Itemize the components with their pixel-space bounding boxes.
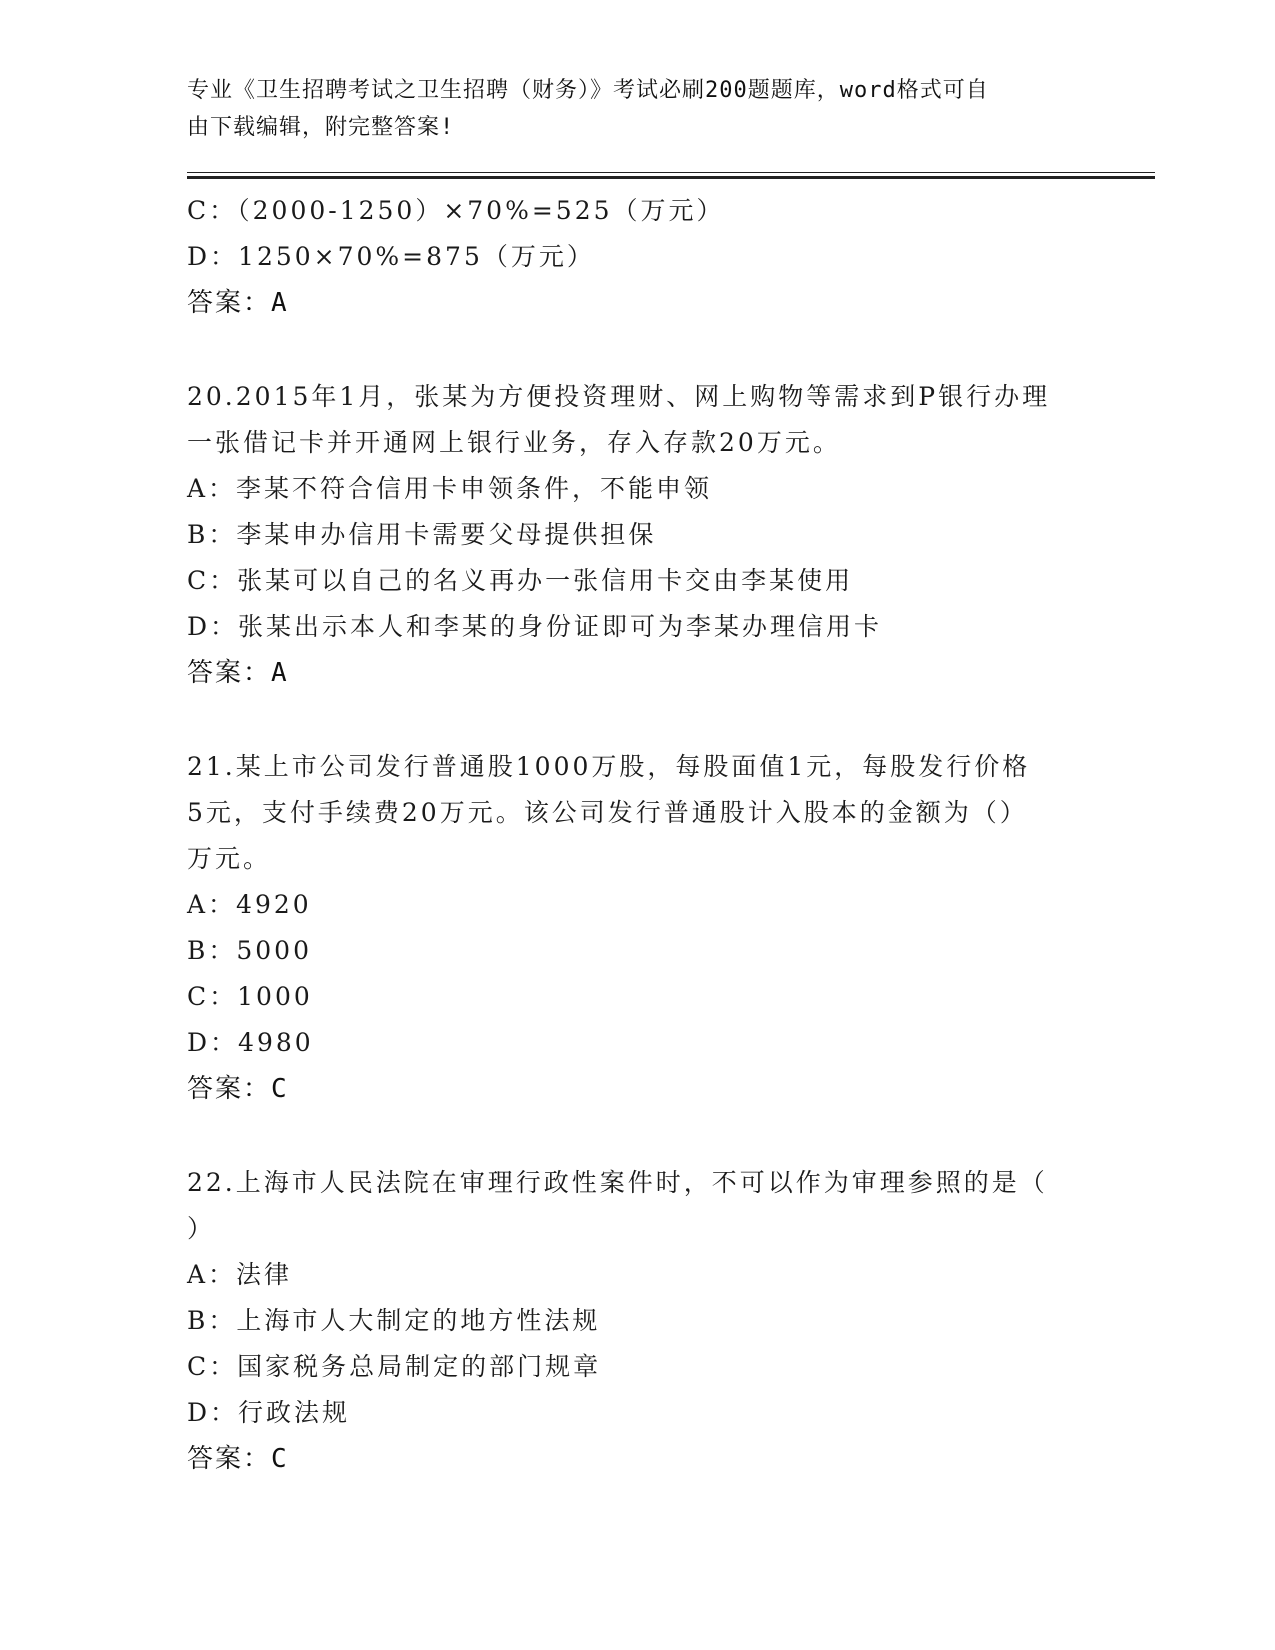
option-c: C：张某可以自己的名义再办一张信用卡交由李某使用 xyxy=(187,566,854,595)
answer-line: 答案：A xyxy=(187,288,289,318)
option-b: B：5000 xyxy=(187,936,312,965)
option-b: B：李某申办信用卡需要父母提供担保 xyxy=(187,520,657,549)
answer-line: 答案：A xyxy=(187,658,289,688)
question-stem-line: 20.2015年1月，张某为方便投资理财、网上购物等需求到P银行办理 xyxy=(187,382,1051,411)
option-c: C：1000 xyxy=(187,982,313,1011)
option-a: A：4920 xyxy=(187,890,312,919)
continued-question xyxy=(187,188,1087,326)
question-stem-line: 万元。 xyxy=(187,844,272,873)
header-divider-thick xyxy=(187,176,1155,179)
question-20 xyxy=(187,374,1087,696)
option-d: D：行政法规 xyxy=(187,1398,351,1427)
question-stem-line: 一张借记卡并开通网上银行业务，存入存款20万元。 xyxy=(187,428,841,457)
header-line-1: 专业《卫生招聘考试之卫生招聘（财务）》考试必刷200题题库，word格式可自 xyxy=(187,78,989,103)
answer-line: 答案：C xyxy=(187,1074,289,1104)
question-stem-line: ） xyxy=(187,1214,216,1243)
option-b: B：上海市人大制定的地方性法规 xyxy=(187,1306,601,1335)
option-d: D：4980 xyxy=(187,1028,314,1057)
header-divider-thin xyxy=(187,172,1155,173)
answer-line: 答案：C xyxy=(187,1444,289,1474)
option-a: A：法律 xyxy=(187,1260,293,1289)
question-stem-line: 5元，支付手续费20万元。该公司发行普通股计入股本的金额为（） xyxy=(187,798,1028,827)
option-c: C：（2000-1250）×70%=525（万元） xyxy=(187,196,725,225)
question-22 xyxy=(187,1160,1087,1482)
question-content xyxy=(187,188,1087,1482)
document-header xyxy=(187,72,1067,146)
header-line-2: 由下载编辑，附完整答案! xyxy=(187,115,455,140)
question-21 xyxy=(187,744,1087,1112)
option-d: D：1250×70%=875（万元） xyxy=(187,242,595,271)
option-c: C：国家税务总局制定的部门规章 xyxy=(187,1352,602,1381)
question-stem-line: 22.上海市人民法院在审理行政性案件时，不可以作为审理参照的是（ xyxy=(187,1168,1048,1197)
option-d: D：张某出示本人和李某的身份证即可为李某办理信用卡 xyxy=(187,612,883,641)
option-a: A：李某不符合信用卡申领条件，不能申领 xyxy=(187,474,713,503)
question-stem-line: 21.某上市公司发行普通股1000万股，每股面值1元，每股发行价格 xyxy=(187,752,1031,781)
